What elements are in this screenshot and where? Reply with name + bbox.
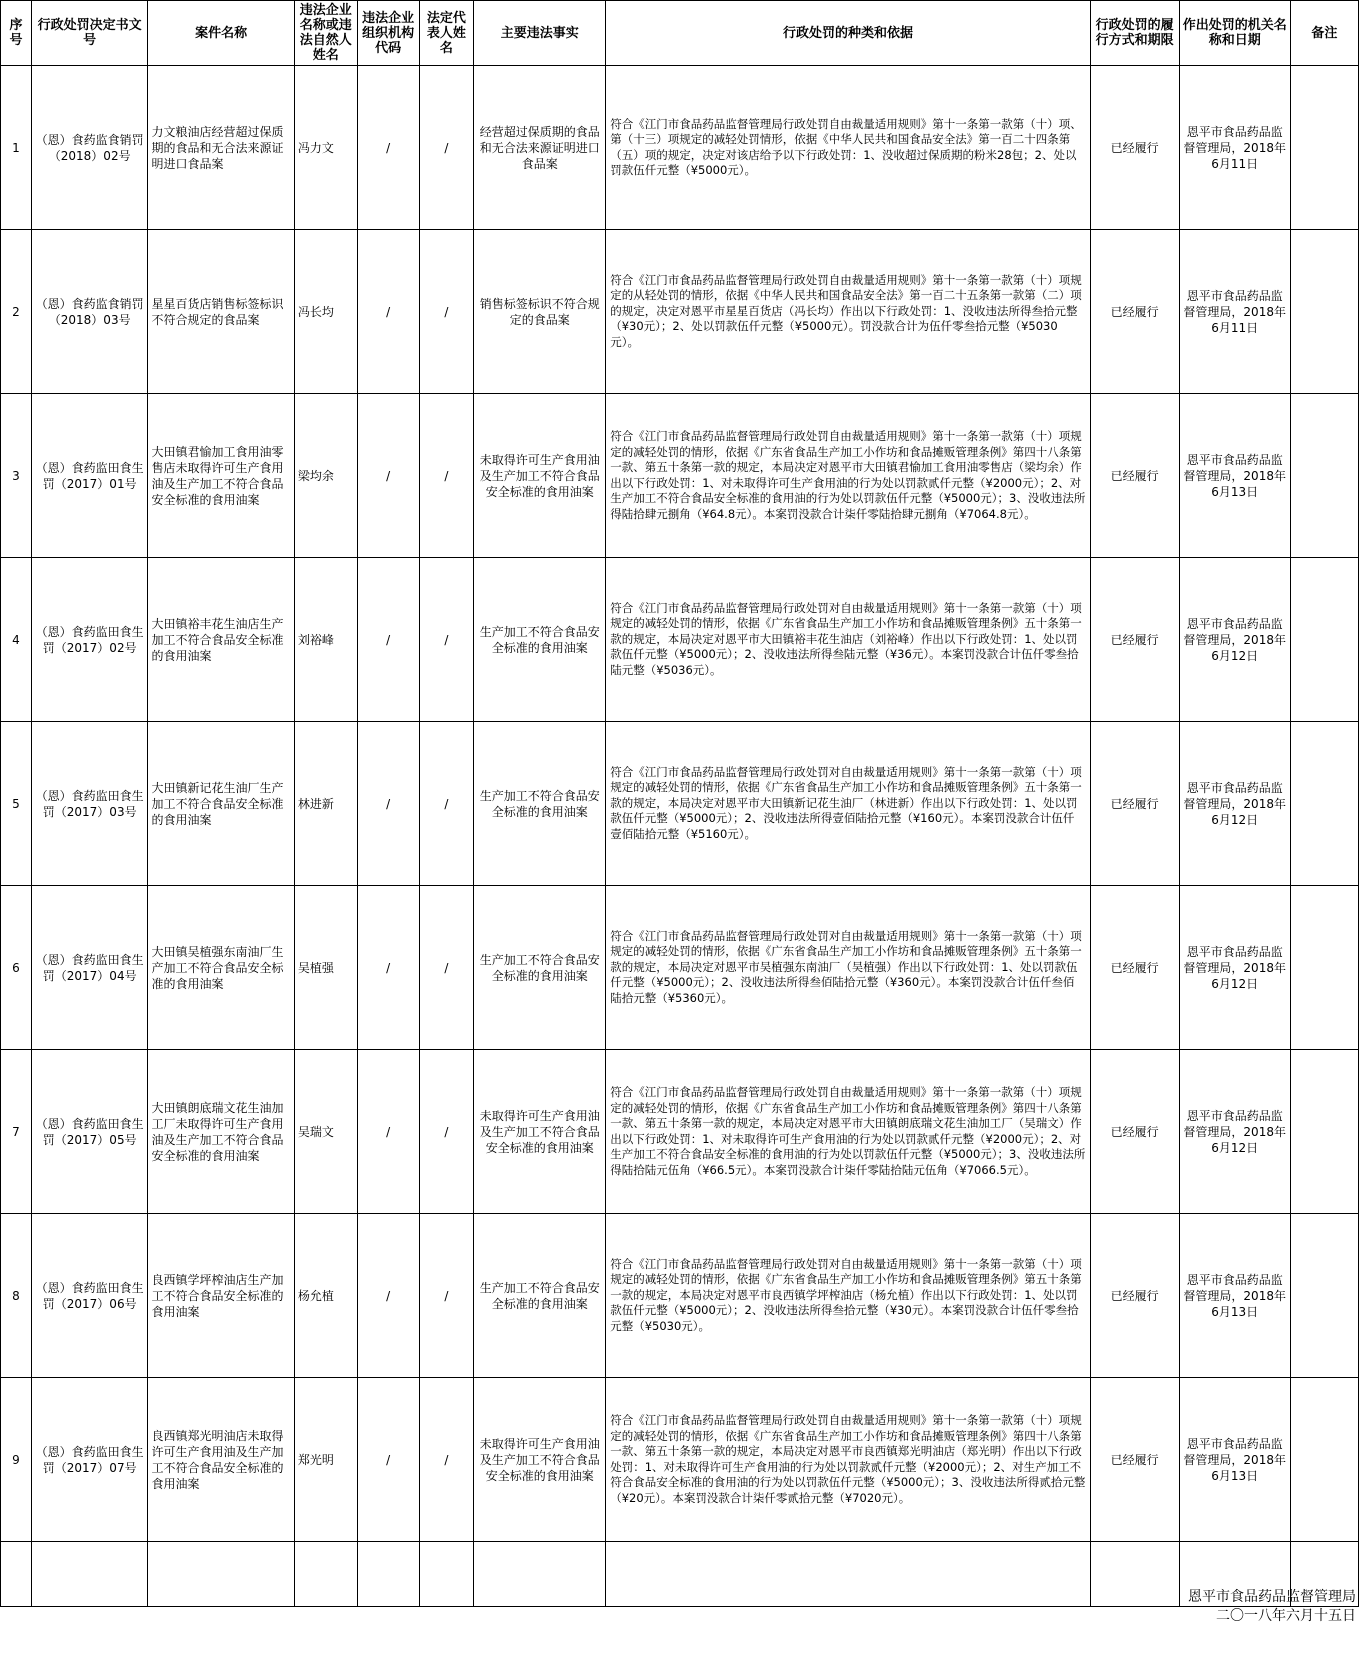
cell-legal-rep: / bbox=[419, 886, 474, 1050]
cell-legal-rep: / bbox=[419, 1214, 474, 1378]
blank-cell bbox=[294, 1542, 357, 1607]
document-footer bbox=[1188, 1588, 1356, 1626]
cell-legal-rep: / bbox=[419, 558, 474, 722]
cell-authority: 恩平市食品药品监督管理局，2018年6月12日 bbox=[1179, 722, 1290, 886]
blank-cell bbox=[419, 1542, 474, 1607]
cell-remark bbox=[1290, 1050, 1358, 1214]
cell-org-code: / bbox=[357, 558, 419, 722]
header-case-name: 案件名称 bbox=[148, 1, 294, 66]
cell-doc-no: （恩）食药监田食生罚（2017）03号 bbox=[31, 722, 148, 886]
cell-remark bbox=[1290, 1214, 1358, 1378]
header-org-code: 违法企业组织机构代码 bbox=[357, 1, 419, 66]
cell-remark bbox=[1290, 886, 1358, 1050]
header-doc-no: 行政处罚决定书文号 bbox=[31, 1, 148, 66]
cell-case-name: 星星百货店销售标签标识不符合规定的食品案 bbox=[148, 230, 294, 394]
cell-legal-rep: / bbox=[419, 1378, 474, 1542]
cell-seq: 6 bbox=[1, 886, 32, 1050]
cell-remark bbox=[1290, 394, 1358, 558]
header-facts: 主要违法事实 bbox=[474, 1, 606, 66]
table-row bbox=[1, 66, 1359, 230]
cell-authority: 恩平市食品药品监督管理局，2018年6月13日 bbox=[1179, 1378, 1290, 1542]
blank-cell bbox=[474, 1542, 606, 1607]
cell-party: 冯力文 bbox=[294, 66, 357, 230]
cell-seq: 9 bbox=[1, 1378, 32, 1542]
cell-seq: 1 bbox=[1, 66, 32, 230]
cell-remark bbox=[1290, 722, 1358, 886]
cell-doc-no: （恩）食药监田食生罚（2017）05号 bbox=[31, 1050, 148, 1214]
cell-performance: 已经履行 bbox=[1090, 230, 1179, 394]
cell-authority: 恩平市食品药品监督管理局，2018年6月12日 bbox=[1179, 886, 1290, 1050]
blank-cell bbox=[1090, 1542, 1179, 1607]
cell-performance: 已经履行 bbox=[1090, 886, 1179, 1050]
cell-facts: 生产加工不符合食品安全标准的食用油案 bbox=[474, 886, 606, 1050]
cell-seq: 8 bbox=[1, 1214, 32, 1378]
cell-seq: 2 bbox=[1, 230, 32, 394]
cell-doc-no: （恩）食药监田食生罚（2017）04号 bbox=[31, 886, 148, 1050]
cell-basis: 符合《江门市食品药品监督管理局行政处罚自由裁量适用规则》第十一条第一款第（十）项规定的减轻处罚的情形，依据《广东省食品生产加工小作坊和食品摊贩管理条例》第四十八条第一款、第五十条第一款的规定，本局决定对恩平市大田镇君愉加工食用油零售店（梁均余）作出以下行政处罚：1、对未取得许可生产食用油的行为处以罚款贰仟元整（¥2000元）；2、对生产加工不符合食品安全标准的食用油的行为处以罚款伍仟元整（¥5000元）；3、没收违法所得陆拾肆元捌角（¥64.8元）。本案罚没款合计柒仟零陆拾肆元捌角（¥7064.8元）。 bbox=[606, 394, 1091, 558]
cell-party: 冯长均 bbox=[294, 230, 357, 394]
cell-case-name: 大田镇吴植强东南油厂生产加工不符合食品安全标准的食用油案 bbox=[148, 886, 294, 1050]
cell-party: 刘裕峰 bbox=[294, 558, 357, 722]
cell-case-name: 大田镇君愉加工食用油零售店未取得许可生产食用油及生产加工不符合食品安全标准的食用油案 bbox=[148, 394, 294, 558]
cell-seq: 4 bbox=[1, 558, 32, 722]
cell-legal-rep: / bbox=[419, 394, 474, 558]
table-row bbox=[1, 230, 1359, 394]
cell-authority: 恩平市食品药品监督管理局，2018年6月12日 bbox=[1179, 1050, 1290, 1214]
table-row bbox=[1, 722, 1359, 886]
cell-party: 郑光明 bbox=[294, 1378, 357, 1542]
cell-org-code: / bbox=[357, 1378, 419, 1542]
table-row bbox=[1, 558, 1359, 722]
cell-org-code: / bbox=[357, 230, 419, 394]
table-row bbox=[1, 1050, 1359, 1214]
blank-cell bbox=[148, 1542, 294, 1607]
cell-authority: 恩平市食品药品监督管理局，2018年6月13日 bbox=[1179, 394, 1290, 558]
blank-cell bbox=[357, 1542, 419, 1607]
header-performance: 行政处罚的履行方式和期限 bbox=[1090, 1, 1179, 66]
cell-party: 吴植强 bbox=[294, 886, 357, 1050]
cell-case-name: 良西镇学坪榨油店生产加工不符合食品安全标准的食用油案 bbox=[148, 1214, 294, 1378]
cell-facts: 未取得许可生产食用油及生产加工不符合食品安全标准的食用油案 bbox=[474, 394, 606, 558]
cell-case-name: 力文粮油店经营超过保质期的食品和无合法来源证明进口食品案 bbox=[148, 66, 294, 230]
cell-basis: 符合《江门市食品药品监督管理局行政处罚自由裁量适用规则》第十一条第一款第（十）项规定的从轻处罚的情形，依据《中华人民共和国食品安全法》第一百二十五条第一款第（二）项的规定，决定对恩平市星星百货店（冯长均）作出以下行政处罚：1、没收违法所得叁拾元整（¥30元）；2、处以罚款伍仟元整（¥5000元）。罚没款合计为伍仟零叁拾元整（¥5030元）。 bbox=[606, 230, 1091, 394]
cell-legal-rep: / bbox=[419, 1050, 474, 1214]
cell-doc-no: （恩）食药监食销罚（2018）03号 bbox=[31, 230, 148, 394]
table-row bbox=[1, 1378, 1359, 1542]
cell-party: 梁均余 bbox=[294, 394, 357, 558]
cell-facts: 生产加工不符合食品安全标准的食用油案 bbox=[474, 558, 606, 722]
blank-cell bbox=[31, 1542, 148, 1607]
cell-org-code: / bbox=[357, 722, 419, 886]
cell-basis: 符合《江门市食品药品监督管理局行政处罚对自由裁量适用规则》第十一条第一款第（十）项规定的减轻处罚的情形，依据《广东省食品生产加工小作坊和食品摊贩管理条例》第五十条第一款的规定，本局决定对恩平市良西镇学坪榨油店（杨允植）作出以下行政处罚：1、处以罚款伍仟元整（¥5000元）；2、没收违法所得叁拾元整（¥30元）。本案罚没款合计伍仟零叁拾元整（¥5030元）。 bbox=[606, 1214, 1091, 1378]
cell-performance: 已经履行 bbox=[1090, 394, 1179, 558]
cell-facts: 生产加工不符合食品安全标准的食用油案 bbox=[474, 722, 606, 886]
cell-legal-rep: / bbox=[419, 230, 474, 394]
cell-seq: 3 bbox=[1, 394, 32, 558]
header-seq: 序号 bbox=[1, 1, 32, 66]
cell-performance: 已经履行 bbox=[1090, 1378, 1179, 1542]
footer-agency: 恩平市食品药品监督管理局 bbox=[1188, 1589, 1356, 1605]
cell-basis: 符合《江门市食品药品监督管理局行政处罚自由裁量适用规则》第十一条第一款第（十）项规定的减轻处罚的情形，依据《广东省食品生产加工小作坊和食品摊贩管理条例》第四十八条第一款、第五十条第一款的规定，本局决定对恩平市良西镇郑光明油店（郑光明）作出以下行政处罚：1、对未取得许可生产食用油的行为处以罚款贰仟元整（¥2000元）；2、对生产加工不符合食品安全标准的食用油的行为处以罚款伍仟元整（¥5000元）；3、没收违法所得贰拾元整（¥20元）。本案罚没款合计柒仟零贰拾元整（¥7020元）。 bbox=[606, 1378, 1091, 1542]
cell-seq: 5 bbox=[1, 722, 32, 886]
cell-doc-no: （恩）食药监食销罚（2018）02号 bbox=[31, 66, 148, 230]
cell-case-name: 良西镇郑光明油店未取得许可生产食用油及生产加工不符合食品安全标准的食用油案 bbox=[148, 1378, 294, 1542]
cell-party: 杨允植 bbox=[294, 1214, 357, 1378]
cell-performance: 已经履行 bbox=[1090, 1214, 1179, 1378]
cell-case-name: 大田镇朗底瑞文花生油加工厂未取得许可生产食用油及生产加工不符合食品安全标准的食用油案 bbox=[148, 1050, 294, 1214]
cell-doc-no: （恩）食药监田食生罚（2017）02号 bbox=[31, 558, 148, 722]
cell-org-code: / bbox=[357, 1214, 419, 1378]
cell-performance: 已经履行 bbox=[1090, 558, 1179, 722]
cell-remark bbox=[1290, 230, 1358, 394]
cell-org-code: / bbox=[357, 66, 419, 230]
cell-authority: 恩平市食品药品监督管理局，2018年6月11日 bbox=[1179, 66, 1290, 230]
cell-performance: 已经履行 bbox=[1090, 722, 1179, 886]
cell-org-code: / bbox=[357, 886, 419, 1050]
cell-legal-rep: / bbox=[419, 722, 474, 886]
cell-facts: 未取得许可生产食用油及生产加工不符合食品安全标准的食用油案 bbox=[474, 1378, 606, 1542]
cell-remark bbox=[1290, 558, 1358, 722]
table-blank-row bbox=[1, 1542, 1359, 1607]
cell-case-name: 大田镇新记花生油厂生产加工不符合食品安全标准的食用油案 bbox=[148, 722, 294, 886]
cell-authority: 恩平市食品药品监督管理局，2018年6月13日 bbox=[1179, 1214, 1290, 1378]
cell-facts: 生产加工不符合食品安全标准的食用油案 bbox=[474, 1214, 606, 1378]
cell-org-code: / bbox=[357, 394, 419, 558]
cell-basis: 符合《江门市食品药品监督管理局行政处罚对自由裁量适用规则》第十一条第一款第（十）项规定的减轻处罚的情形，依据《广东省食品生产加工小作坊和食品摊贩管理条例》五十条第一款的规定，本局决定对恩平市吴植强东南油厂（吴植强）作出以下行政处罚：1、处以罚款伍仟元整（¥5000元）；2、没收违法所得叁佰陆拾元整（¥360元）。本案罚没款合计伍仟叁佰陆拾元整（¥5360元）。 bbox=[606, 886, 1091, 1050]
cell-authority: 恩平市食品药品监督管理局，2018年6月12日 bbox=[1179, 558, 1290, 722]
cell-party: 吴瑞文 bbox=[294, 1050, 357, 1214]
header-legal-rep: 法定代表人姓名 bbox=[419, 1, 474, 66]
cell-basis: 符合《江门市食品药品监督管理局行政处罚对自由裁量适用规则》第十一条第一款第（十）项规定的减轻处罚的情形，依据《广东省食品生产加工小作坊和食品摊贩管理条例》五十条第一款的规定，本局决定对恩平市大田镇裕丰花生油店（刘裕峰）作出以下行政处罚：1、处以罚款伍仟元整（¥5000元）；2、没收违法所得叁陆元整（¥36元）。本案罚没款合计伍仟零叁拾陆元整（¥5036元）。 bbox=[606, 558, 1091, 722]
table-row bbox=[1, 394, 1359, 558]
header-party: 违法企业名称或违法自然人姓名 bbox=[294, 1, 357, 66]
cell-facts: 经营超过保质期的食品和无合法来源证明进口食品案 bbox=[474, 66, 606, 230]
cell-legal-rep: / bbox=[419, 66, 474, 230]
cell-remark bbox=[1290, 66, 1358, 230]
table-header-row bbox=[1, 1, 1359, 66]
cell-party: 林进新 bbox=[294, 722, 357, 886]
blank-cell bbox=[606, 1542, 1091, 1607]
header-authority: 作出处罚的机关名称和日期 bbox=[1179, 1, 1290, 66]
cell-basis: 符合《江门市食品药品监督管理局行政处罚自由裁量适用规则》第十一条第一款第（十）项规定的减轻处罚的情形，依据《广东省食品生产加工小作坊和食品摊贩管理条例》第四十八条第一款、第五十条第一款的规定，本局决定对恩平市大田镇朗底瑞文花生油加工厂（吴瑞文）作出以下行政处罚：1、对未取得许可生产食用油的行为处以罚款贰仟元整（¥2000元）；2、对生产加工不符合食品安全标准的食用油的行为处以罚款伍仟元整（¥5000元）；3、没收违法所得陆拾陆元伍角（¥66.5元）。本案罚没款合计柒仟零陆拾陆元伍角（¥7066.5元）。 bbox=[606, 1050, 1091, 1214]
table-row bbox=[1, 886, 1359, 1050]
blank-cell bbox=[1, 1542, 32, 1607]
cell-performance: 已经履行 bbox=[1090, 1050, 1179, 1214]
cell-facts: 未取得许可生产食用油及生产加工不符合食品安全标准的食用油案 bbox=[474, 1050, 606, 1214]
cell-case-name: 大田镇裕丰花生油店生产加工不符合食品安全标准的食用油案 bbox=[148, 558, 294, 722]
header-basis: 行政处罚的种类和依据 bbox=[606, 1, 1091, 66]
cell-performance: 已经履行 bbox=[1090, 66, 1179, 230]
header-remark: 备注 bbox=[1290, 1, 1358, 66]
cell-authority: 恩平市食品药品监督管理局，2018年6月11日 bbox=[1179, 230, 1290, 394]
cell-org-code: / bbox=[357, 1050, 419, 1214]
cell-facts: 销售标签标识不符合规定的食品案 bbox=[474, 230, 606, 394]
cell-remark bbox=[1290, 1378, 1358, 1542]
cell-doc-no: （恩）食药监田食生罚（2017）06号 bbox=[31, 1214, 148, 1378]
cell-doc-no: （恩）食药监田食生罚（2017）07号 bbox=[31, 1378, 148, 1542]
cell-seq: 7 bbox=[1, 1050, 32, 1214]
cell-doc-no: （恩）食药监田食生罚（2017）01号 bbox=[31, 394, 148, 558]
cell-basis: 符合《江门市食品药品监督管理局行政处罚对自由裁量适用规则》第十一条第一款第（十）项规定的减轻处罚的情形，依据《广东省食品生产加工小作坊和食品摊贩管理条例》五十条第一款的规定，本局决定对恩平市大田镇新记花生油厂（林进新）作出以下行政处罚：1、处以罚款伍仟元整（¥5000元）；2、没收违法所得壹佰陆拾元整（¥160元）。本案罚没款合计伍仟壹佰陆拾元整（¥5160元）。 bbox=[606, 722, 1091, 886]
table-row bbox=[1, 1214, 1359, 1378]
footer-date: 二〇一八年六月十五日 bbox=[1216, 1608, 1356, 1624]
cell-basis: 符合《江门市食品药品监督管理局行政处罚自由裁量适用规则》第十一条第一款第（十）项、第（十三）项规定的减轻处罚情形，依据《中华人民共和国食品安全法》第一百二十四条第（五）项的规定，决定对该店给予以下行政处罚：1、没收超过保质期的粉米28包；2、处以罚款伍仟元整（¥5000元）。 bbox=[606, 66, 1091, 230]
